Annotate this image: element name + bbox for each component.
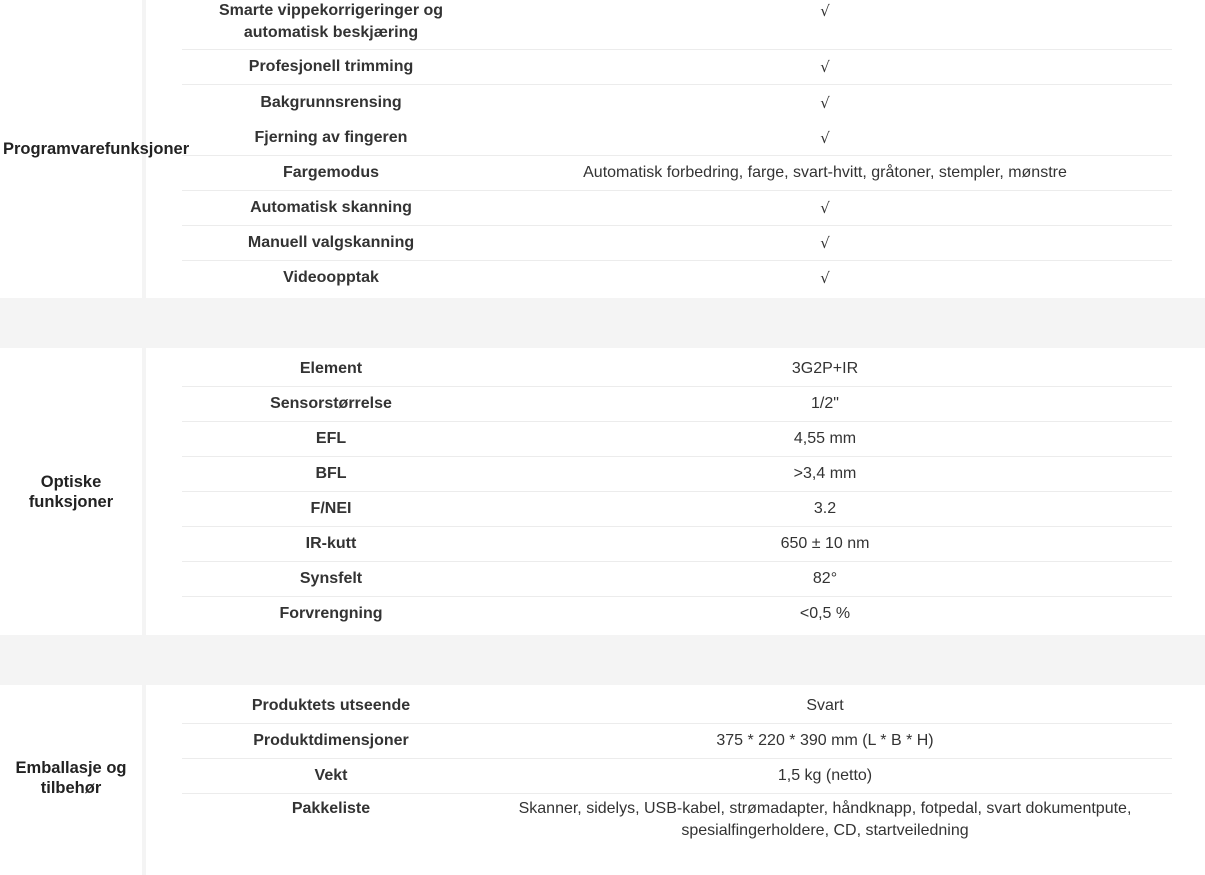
table-row xyxy=(182,597,1172,630)
section-label: Optiske funksjoner xyxy=(0,348,146,635)
table-row xyxy=(182,191,1172,226)
row-key: Sensorstørrelse xyxy=(270,395,392,412)
row-value: 4,55 mm xyxy=(793,430,857,447)
section-divider xyxy=(0,298,1205,348)
row-key: Smarte vippekorrigeringer og automatisk beskjæring xyxy=(218,2,444,41)
section-divider xyxy=(0,635,1205,685)
table-row xyxy=(182,457,1172,492)
row-key: Profesjonell trimming xyxy=(248,58,414,75)
table-row xyxy=(182,422,1172,457)
row-key: F/NEI xyxy=(310,500,352,517)
table-row xyxy=(182,387,1172,422)
row-value: √ xyxy=(820,199,830,217)
row-key: EFL xyxy=(315,430,347,447)
row-value: 1/2" xyxy=(811,395,839,412)
table-row xyxy=(182,261,1172,294)
section-packaging-accessories xyxy=(0,685,1205,855)
table-row xyxy=(182,120,1172,156)
section-label: Programvarefunksjoner xyxy=(0,0,146,298)
row-key: Videoopptak xyxy=(283,268,379,286)
table-row xyxy=(182,352,1172,387)
row-value: 375 * 220 * 390 mm (L * B * H) xyxy=(716,732,934,749)
row-value: 1,5 kg (netto) xyxy=(777,767,873,784)
section-software-features xyxy=(0,0,1205,298)
section-optical-features xyxy=(0,348,1205,635)
row-value: 82° xyxy=(812,570,838,587)
row-key: Pakkeliste xyxy=(291,800,371,817)
row-value: Svart xyxy=(806,697,844,714)
row-key: Automatisk skanning xyxy=(250,199,412,216)
table-row xyxy=(182,798,1172,848)
row-value: 3G2P+IR xyxy=(791,360,859,377)
row-value: Skanner, sidelys, USB-kabel, strømadapter, håndknapp, fotpedal, svart dokumentpute, spesialfingerholdere, CD, startveiledning xyxy=(518,800,1132,839)
row-key: Forvrengning xyxy=(279,604,383,622)
table-row xyxy=(182,50,1172,85)
row-value: Automatisk forbedring, farge, svart-hvitt, gråtoner, stempler, mønstre xyxy=(583,164,1067,181)
table-row xyxy=(182,562,1172,597)
row-key: Element xyxy=(299,360,363,377)
row-value: 3.2 xyxy=(813,500,837,517)
table-row xyxy=(182,689,1172,724)
row-key: Produktets utseende xyxy=(251,697,411,714)
table-row xyxy=(182,85,1172,120)
row-key: Synsfelt xyxy=(299,570,363,587)
row-key: Fargemodus xyxy=(282,164,379,181)
row-key: Bakgrunnsrensing xyxy=(260,93,402,111)
row-value: √ xyxy=(820,234,830,252)
row-key: IR-kutt xyxy=(305,535,357,552)
row-value: √ xyxy=(820,128,830,147)
row-key: BFL xyxy=(315,465,347,482)
table-row xyxy=(182,724,1172,759)
table-row xyxy=(182,759,1172,794)
table-row xyxy=(182,527,1172,562)
row-value: <0,5 % xyxy=(799,604,851,622)
table-row xyxy=(182,156,1172,191)
table-row xyxy=(182,492,1172,527)
row-value: √ xyxy=(820,58,830,76)
row-key: Fjerning av fingeren xyxy=(254,128,408,146)
row-value: √ xyxy=(820,268,830,287)
table-row xyxy=(182,226,1172,261)
row-key: Manuell valgskanning xyxy=(247,234,415,251)
table-row xyxy=(182,0,1172,50)
row-key: Vekt xyxy=(314,767,348,784)
row-value: √ xyxy=(820,93,830,112)
row-value: √ xyxy=(820,2,830,20)
row-value: >3,4 mm xyxy=(793,465,857,482)
row-key: Produktdimensjoner xyxy=(253,732,409,749)
row-value: 650 ± 10 nm xyxy=(780,535,870,552)
section-label: Emballasje og tilbehør xyxy=(0,685,146,875)
